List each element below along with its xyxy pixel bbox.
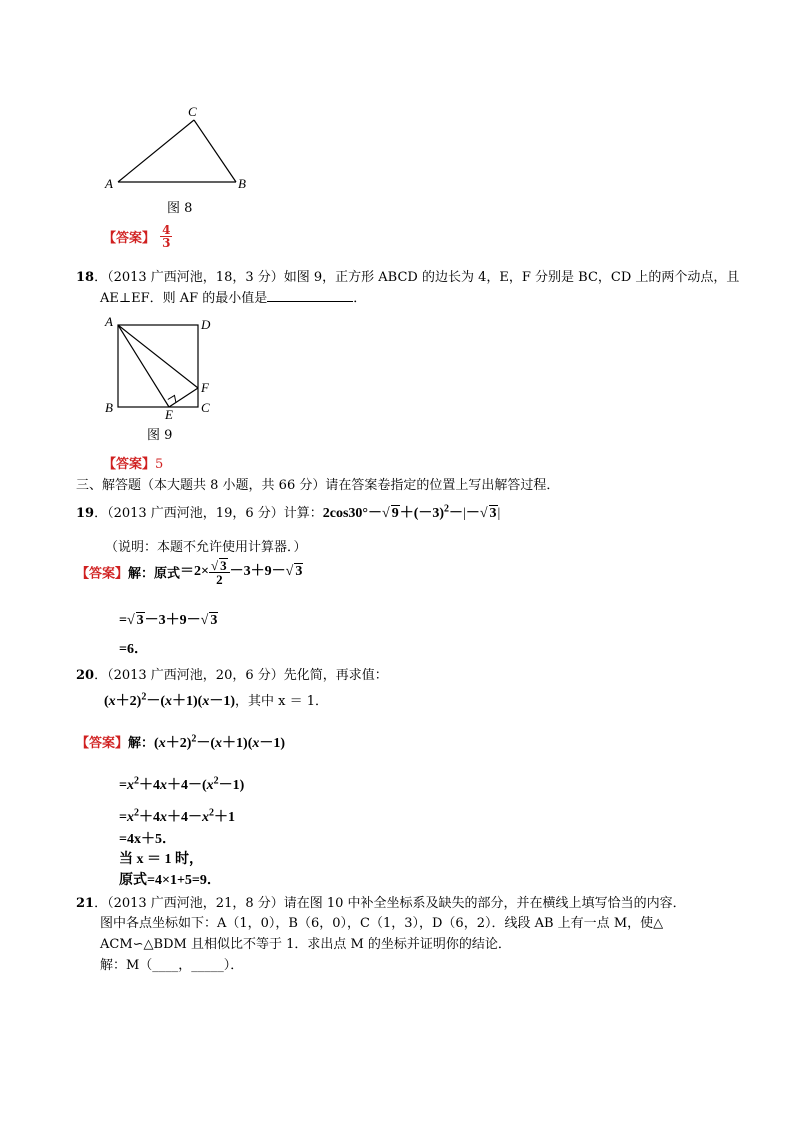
section-3-heading: 三、解答题（本大题共 8 小题，共 66 分）请在答案卷指定的位置上写出解答过程． (76, 478, 560, 493)
fraction-numerator: 4 (162, 223, 171, 237)
question-20 (76, 664, 388, 683)
figure-9-caption: 图 9 (147, 428, 173, 443)
label-c: C (201, 400, 210, 415)
question-text: ．（2013 广西河池，19，6 分）计算： (94, 506, 323, 521)
answer-blank (267, 289, 353, 302)
solution-label: 解：原式 (128, 566, 181, 582)
segment-af (118, 325, 198, 388)
question-21-line-2: 图中各点坐标如下：A（1，0），B（6，0），C（1，3），D（6，2）．线段 AB 上有一点 M，使△ (100, 916, 664, 931)
label-b: B (105, 400, 113, 415)
question-20-expression (104, 690, 328, 710)
figure-8-caption: 图 8 (167, 201, 193, 216)
label-a: A (105, 314, 113, 329)
solution-expression: $(x+2)^2-(x+1)(x-1)$ (154, 733, 286, 751)
figure-9-square (100, 312, 230, 420)
question-21-line-3: ACM∽△BDM 且相似比不等于 1．求出点 M 的坐标并证明你的结论． (100, 937, 511, 952)
solution-step-4: 当 x ＝ 1 时， (119, 852, 203, 867)
label-f: F (201, 380, 209, 395)
question-text-end: ． (353, 291, 367, 306)
label-d: D (201, 317, 211, 332)
question-text: ．（2013 广西河池，20，6 分）先化简，再求值： (94, 668, 388, 683)
question-text: ．（2013 广西河池，21，8 分）请在图 10 中补全坐标系及缺失的部分，并在横线上填写恰当的内容． (94, 896, 686, 911)
answer-18 (103, 453, 163, 472)
answer-fraction (160, 224, 172, 249)
right-angle-mark (168, 395, 176, 403)
expression-19: 2cos30°－√ $9+(-3)^2-|-√$ 3| (322, 503, 501, 521)
side-bc (194, 120, 236, 182)
question-number: 19 (76, 506, 95, 521)
label-a: A (105, 176, 113, 191)
question-19 (76, 502, 500, 522)
question-text: AE⊥EF．则 AF 的最小值是 (100, 291, 268, 306)
solution-step-2: $=x^2+4x+4-x^2+1$ (119, 807, 235, 825)
solution-step-2: =√ 3－3＋9－√ 3 (119, 613, 218, 628)
answer-value: 5 (155, 457, 164, 472)
question-number: 20 (76, 668, 95, 683)
solution-step-1: $=x^2+4x+4-(x^2-1)$ (119, 775, 245, 793)
solution-step-3: =4x＋5． (119, 832, 176, 847)
side-ac (118, 120, 194, 182)
segment-ef (169, 388, 198, 407)
solution-step-1: ＝2× $\frac{√ 3}{2}$ －3＋9－√ 3 (180, 558, 303, 587)
answer-19-line-1 (76, 558, 303, 586)
solution-result: =6． (119, 642, 148, 657)
label-e: E (165, 407, 173, 420)
label-b: B (238, 176, 246, 191)
answer-17 (103, 224, 172, 249)
answer-20-line-1 (76, 732, 285, 752)
fraction-denominator: 3 (162, 236, 171, 250)
expression-20: $(x+2)^2-(x+1)(x-1)$ (104, 691, 236, 709)
label-c: C (188, 104, 197, 119)
question-number: 18 (76, 270, 95, 285)
question-18-line-1 (76, 266, 739, 285)
segment-ae (118, 325, 169, 407)
question-18-line-2 (100, 287, 366, 306)
question-number: 21 (76, 896, 95, 911)
question-21-line-1 (76, 892, 686, 911)
solution-result: 原式=4×1+5=9． (119, 873, 221, 888)
answer-tag: 【答案】 (103, 231, 156, 246)
question-19-note: （说明：本题不允许使用计算器．） (105, 540, 307, 555)
question-text: ．（2013 广西河池，18，3 分）如图 9，正方形 ABCD 的边长为 4，E，F 分别是 BC，CD 上的两个动点，且 (94, 270, 740, 285)
question-21-line-4: 解：M（____，_____）． (100, 958, 244, 973)
answer-tag: 【答案】 (76, 736, 129, 751)
answer-tag: 【答案】 (76, 566, 129, 582)
question-condition: ，其中 x ＝ 1． (235, 694, 329, 709)
answer-tag: 【答案】 (103, 457, 156, 472)
solution-label: 解： (128, 736, 155, 751)
square-abcd (118, 325, 198, 407)
